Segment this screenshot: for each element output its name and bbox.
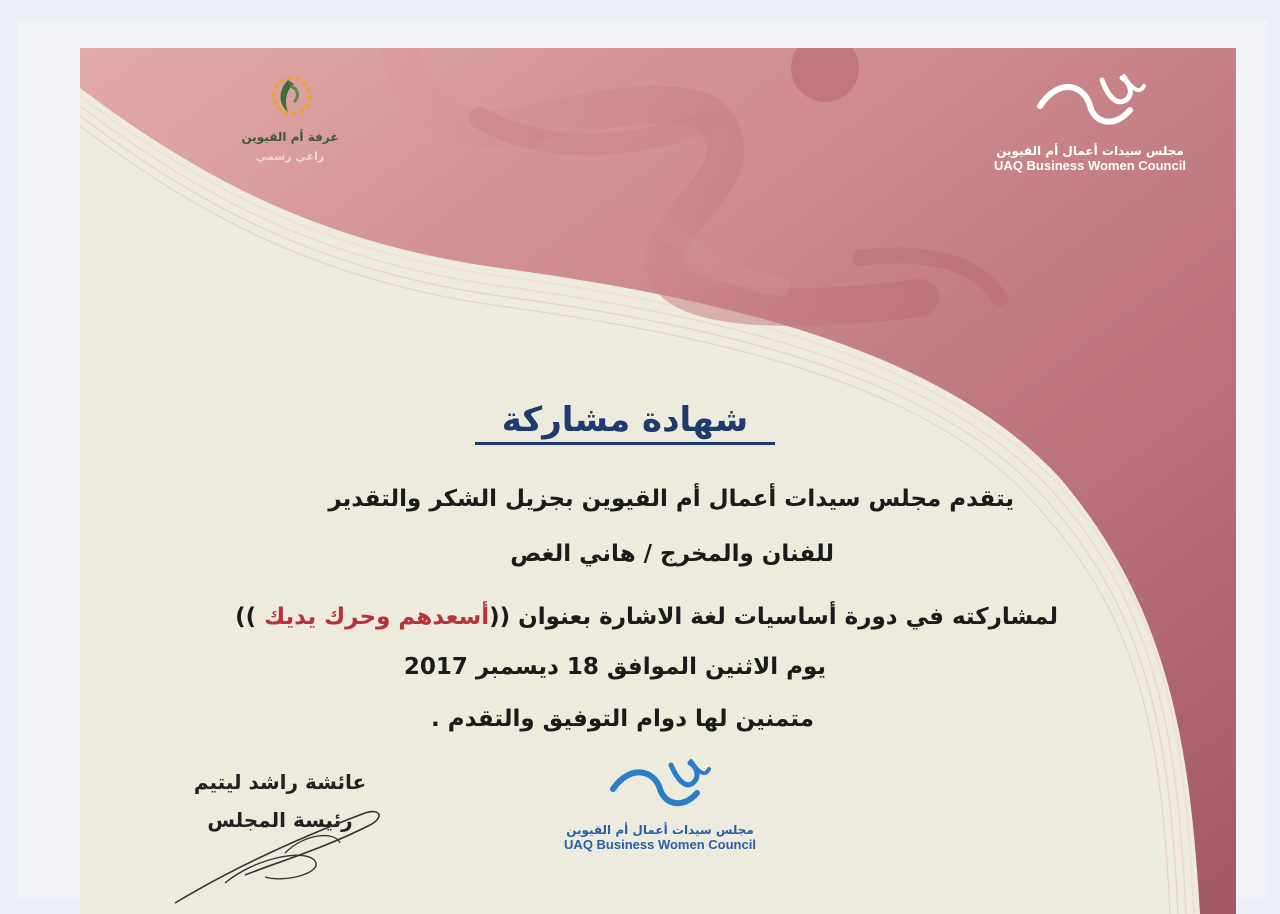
handwritten-signature: [165, 803, 395, 913]
course-title: أسعدهم وحرك يديك: [264, 604, 490, 630]
chamber-sun-leaf-icon: [260, 66, 320, 126]
body-line-date: يوم الاثنين الموافق 18 ديسمبر 2017: [403, 654, 826, 680]
chamber-name: غرفة أم القيوين: [241, 130, 339, 144]
body-line-course: [235, 604, 1058, 630]
body-line-recipient: للفنان والمخرج / هاني الغص: [510, 541, 834, 567]
council-name-ar: مجلس سيدات أعمال أم القيوين: [996, 144, 1184, 158]
course-prefix: لمشاركته في دورة أساسيات لغة الاشارة بعنوان ((: [489, 604, 1058, 630]
signatory-title: رئيسة المجلس: [207, 808, 353, 832]
signatory-name: عائشة راشد ليتيم: [193, 770, 367, 794]
council-name-en: UAQ Business Women Council: [564, 837, 756, 852]
course-suffix: )): [235, 604, 265, 630]
council-wave-icon: [605, 753, 715, 819]
chamber-logo: [220, 66, 360, 163]
council-wave-icon: [1030, 66, 1150, 140]
certificate: [80, 48, 1236, 914]
body-line-wishes: متمنين لها دوام التوفيق والتقدم .: [430, 706, 814, 732]
scanned-page: [18, 20, 1268, 898]
body-line-thanks: يتقدم مجلس سيدات أعمال أم القيوين بجزيل الشكر والتقدير: [328, 486, 1014, 512]
council-name-ar: مجلس سيدات أعمال أم القيوين: [566, 823, 754, 837]
council-logo-bottom: [540, 753, 780, 852]
council-name-en: UAQ Business Women Council: [994, 158, 1186, 173]
certificate-title: شهادة مشاركة: [475, 400, 775, 445]
council-logo-top: [960, 66, 1220, 173]
chamber-tagline: راعي رسمي: [255, 150, 325, 163]
